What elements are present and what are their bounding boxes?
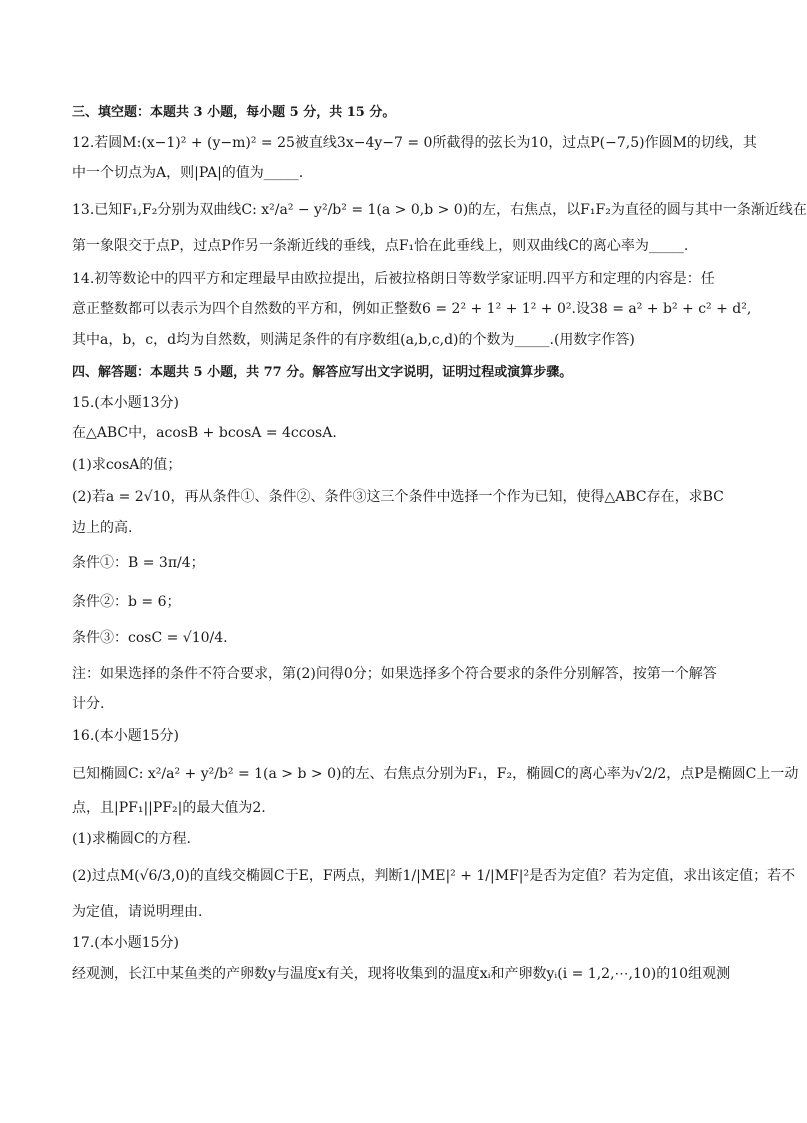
question-16-header: 16.(本小题15分) <box>72 728 180 744</box>
question-15-part-1: (1)求cosA的值； <box>72 457 182 473</box>
question-15-note-line-2: 计分. <box>72 696 105 712</box>
question-16-line-2: 点，且|PF₁||PF₂|的最大值为2. <box>72 800 266 816</box>
question-14-line-3: 其中a，b，c，d均为自然数，则满足条件的有序数组(a,b,c,d)的个数为_____.(用数字作答) <box>72 332 635 348</box>
question-16-part-2-line-1: (2)过点M(√6/3,0)的直线交椭圆C于E，F两点，判断1/|ME|² + 1/|MF|²是否为定值？若为定值，求出该定值；若不 <box>72 868 796 884</box>
question-15-part-2-line-2: 边上的高. <box>72 520 133 536</box>
section-3-heading: 三、填空题：本题共 3 小题，每小题 5 分，共 15 分。 <box>72 105 396 120</box>
question-15-condition-3: 条件③：cosC = √10/4. <box>72 630 228 646</box>
question-16-line-1: 已知椭圆C: x²/a² + y²/b² = 1(a > b > 0)的左、右焦点分别为F₁，F₂，椭圆C的离心率为√2/2，点P是椭圆C上一动 <box>72 766 799 782</box>
question-15-stem: 在△ABC中，acosB + bcosA = 4ccosA. <box>72 425 337 441</box>
question-13-line-2: 第一象限交于点P，过点P作另一条渐近线的垂线，点F₁恰在此垂线上，则双曲线C的离心率为_____. <box>72 238 689 254</box>
question-15-condition-2: 条件②：b = 6； <box>72 594 181 610</box>
question-15-header: 15.(本小题13分) <box>72 395 180 411</box>
question-12-line-2: 中一个切点为A，则|PA|的值为_____. <box>72 165 304 181</box>
question-14-line-1: 14.初等数论中的四平方和定理最早由欧拉提出，后被拉格朗日等数学家证明.四平方和定理的内容是：任 <box>72 271 715 287</box>
question-14-line-2: 意正整数都可以表示为四个自然数的平方和，例如正整数6 = 2² + 1² + 1² + 0².设38 = a² + b² + c² + d², <box>72 301 752 317</box>
question-13-line-1: 13.已知F₁,F₂分别为双曲线C: x²/a² − y²/b² = 1(a > 0,b > 0)的左，右焦点，以F₁F₂为直径的圆与其中一条渐近线在 <box>72 202 807 218</box>
question-16-part-2-line-2: 为定值，请说明理由. <box>72 904 203 920</box>
question-15-note-line-1: 注：如果选择的条件不符合要求，第(2)问得0分；如果选择多个符合要求的条件分别解答，按第一个解答 <box>72 666 717 682</box>
question-15-part-2-line-1: (2)若a = 2√10，再从条件①、条件②、条件③这三个条件中选择一个作为已知，使得△ABC存在，求BC <box>72 489 724 505</box>
question-17-header: 17.(本小题15分) <box>72 935 180 951</box>
question-16-part-1: (1)求椭圆C的方程. <box>72 831 191 847</box>
question-15-condition-1: 条件①：B = 3π/4； <box>72 555 205 571</box>
section-4-heading: 四、解答题：本题共 5 小题，共 77 分。解答应写出文字说明，证明过程或演算步骤。 <box>72 365 573 380</box>
question-12-line-1: 12.若圆M:(x−1)² + (y−m)² = 25被直线3x−4y−7 = 0所截得的弦长为10，过点P(−7,5)作圆M的切线，其 <box>72 135 757 151</box>
question-17-line-1: 经观测，长江中某鱼类的产卵数y与温度x有关，现将收集到的温度xᵢ和产卵数yᵢ(i = 1,2,⋯,10)的10组观测 <box>72 966 731 982</box>
